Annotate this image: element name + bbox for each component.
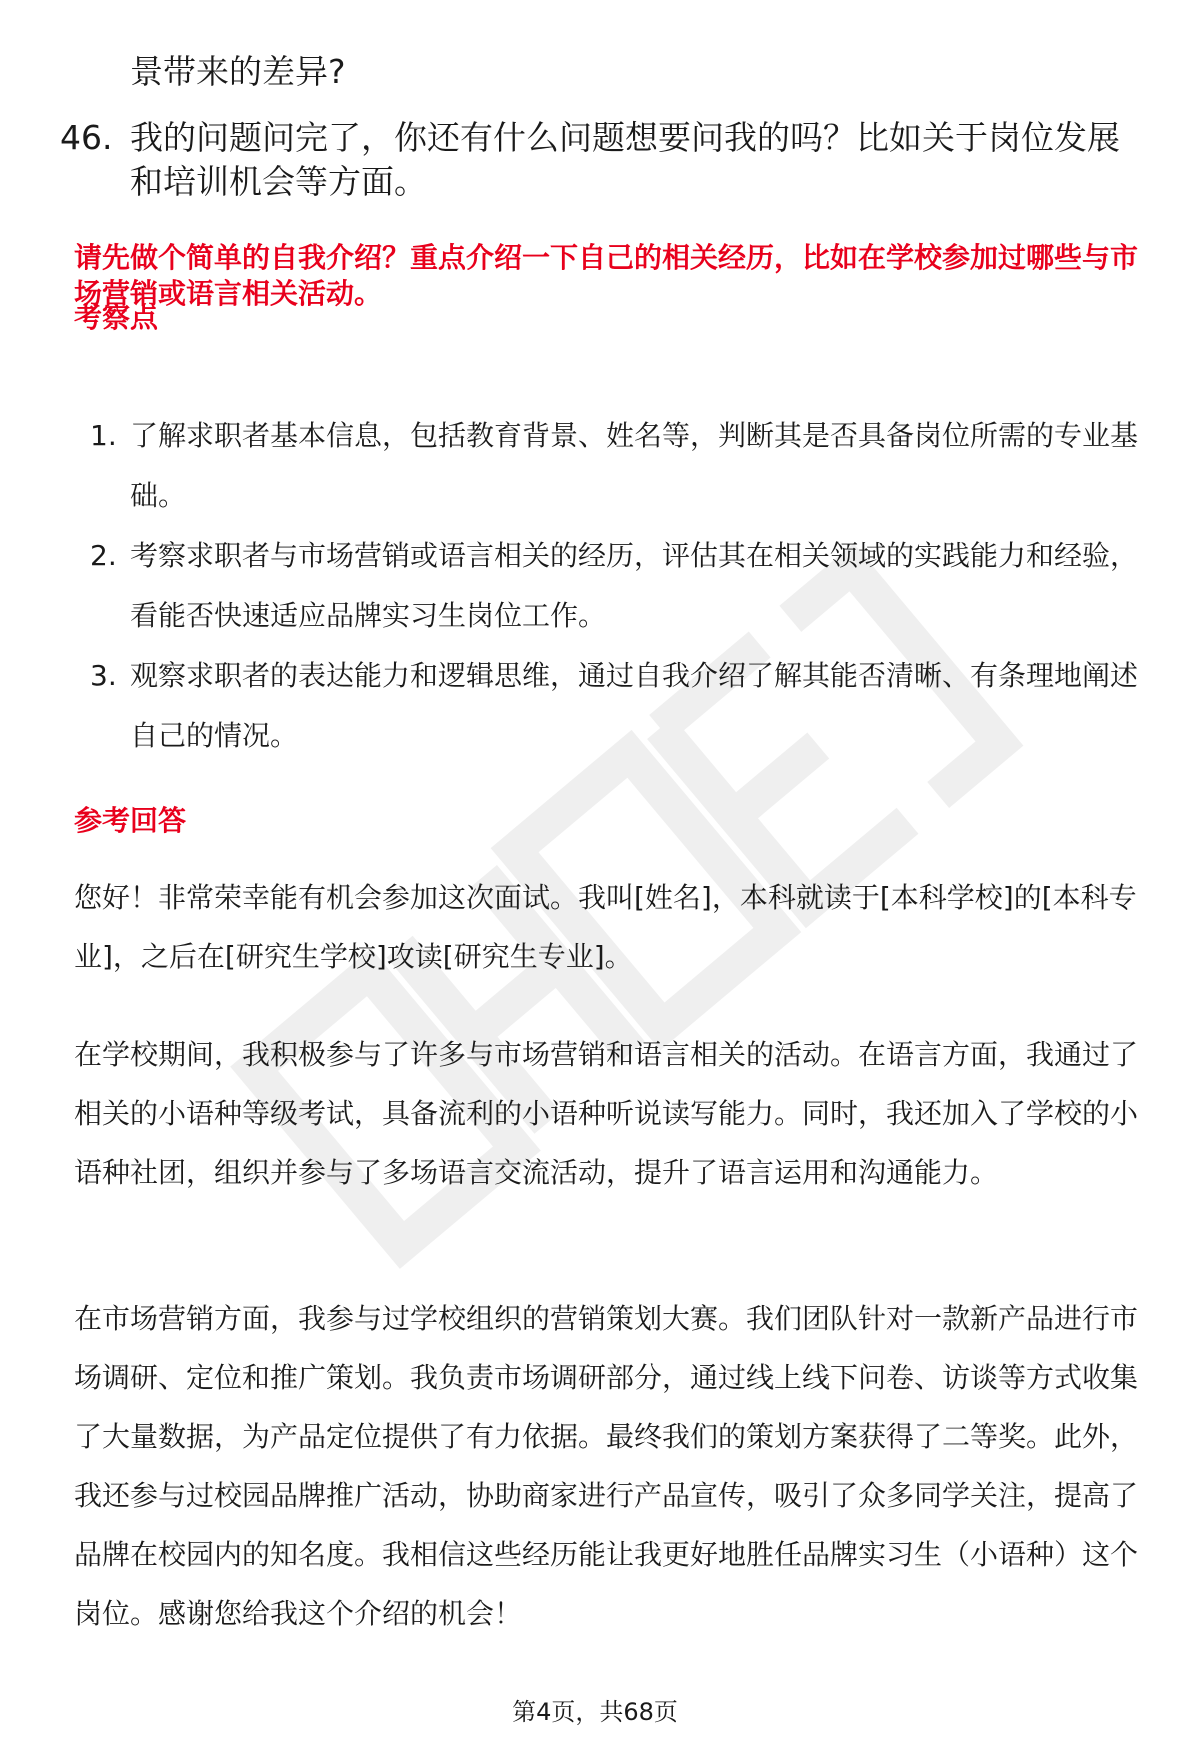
answer-paragraph: 您好！非常荣幸能有机会参加这次面试。我叫[姓名]，本科就读于[本科学校]的[本科专业]，之后在[研究生学校]攻读[研究生专业]。 (74, 881, 1137, 973)
question-text: 我的问题问完了，你还有什么问题想要问我的吗？比如关于岗位发展和培训机会等方面。 (130, 118, 1120, 201)
list-item (74, 406, 1164, 526)
assessment-points-list (74, 406, 1164, 766)
list-item-number: 1. (90, 419, 117, 452)
list-item-number: 2. (90, 539, 117, 572)
interview-question-heading: 请先做个简单的自我介绍？重点介绍一下自己的相关经历，比如在学校参加过哪些与市场营销或语言相关活动。 (74, 241, 1139, 310)
list-item (74, 526, 1164, 646)
question-continuation: 景带来的差异? (130, 52, 346, 91)
list-item-text: 了解求职者基本信息，包括教育背景、姓名等，判断其是否具备岗位所需的专业基础。 (130, 419, 1139, 512)
list-item-text: 观察求职者的表达能力和逻辑思维，通过自我介绍了解其能否清晰、有条理地阐述自己的情况。 (130, 659, 1139, 752)
page-footer: 第4页，共68页 (512, 1698, 678, 1726)
answer-paragraph: 在学校期间，我积极参与了许多与市场营销和语言相关的活动。在语言方面，我通过了相关的小语种等级考试，具备流利的小语种听说读写能力。同时，我还加入了学校的小语种社团，组织并参与了多场语言交流活动，提升了语言运用和沟通能力。 (74, 1038, 1139, 1189)
list-item (74, 646, 1164, 766)
list-item-text: 考察求职者与市场营销或语言相关的经历，评估其在相关领域的实践能力和经验，看能否快速适应品牌实习生岗位工作。 (130, 539, 1139, 632)
answer-paragraph: 在市场营销方面，我参与过学校组织的营销策划大赛。我们团队针对一款新产品进行市场调研、定位和推广策划。我负责市场调研部分，通过线上线下问卷、访谈等方式收集了大量数据，为产品定位提供了有力依据。最终我们的策划方案获得了二等奖。此外，我还参与过校园品牌推广活动，协助商家进行产品宣传，吸引了众多同学关注，提高了品牌在校园内的知名度。我相信这些经历能让我更好地胜任品牌实习生（小语种）这个岗位。感谢您给我这个介绍的机会！ (74, 1302, 1139, 1630)
section-label-answer: 参考回答 (74, 804, 187, 837)
section-label-points: 考察点 (74, 301, 159, 334)
list-item-number: 3. (90, 659, 117, 692)
question-number: 46. (60, 118, 113, 157)
question-46 (60, 116, 1160, 204)
